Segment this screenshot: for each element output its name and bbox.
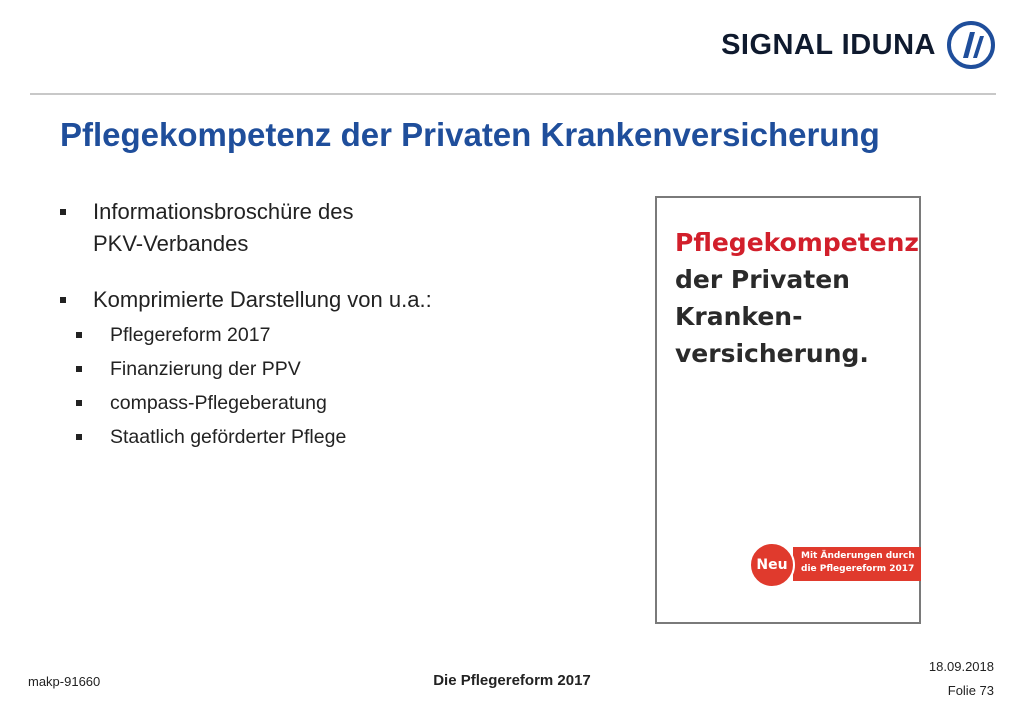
- slide-number: Folie 73: [947, 683, 994, 698]
- sub-bullet-text: Staatlich geförderter Pflege: [110, 426, 347, 448]
- badge-text-line: Mit Änderungen durch: [801, 551, 915, 561]
- footer-date: 18.09.2018: [928, 659, 994, 674]
- bullet-text-line: Informationsbroschüre des: [93, 199, 354, 224]
- slide-title: Pflegekompetenz der Privaten Krankenversicherung: [60, 116, 880, 153]
- bullet-item: [60, 284, 580, 316]
- brochure-cover-image: [655, 196, 921, 624]
- sub-bullet-item: [60, 386, 580, 420]
- bullet-list: [60, 196, 580, 454]
- bullet-item: [60, 196, 580, 260]
- brochure-title-line: Kranken-: [675, 302, 803, 331]
- sub-bullet-text: Pflegereform 2017: [110, 324, 271, 346]
- badge-text-line: die Pflegereform 2017: [801, 564, 915, 574]
- brochure-badge-band: [793, 547, 921, 581]
- sub-bullet-text: Finanzierung der PPV: [110, 358, 301, 380]
- new-badge-label: Neu: [756, 557, 788, 573]
- sub-bullet-text: compass-Pflegeberatung: [110, 392, 327, 414]
- brochure-badge-text: [801, 550, 915, 576]
- brochure-title: [675, 224, 919, 372]
- sub-bullet-item: [60, 420, 580, 454]
- footer-title: Die Pflegereform 2017: [433, 672, 591, 689]
- brochure-title-line: versicherung.: [675, 339, 869, 368]
- logo-text: SIGNAL IDUNA: [721, 28, 936, 61]
- bullet-square-icon: [76, 400, 82, 406]
- bullet-square-icon: [60, 297, 66, 303]
- footer-code: makp-91660: [28, 674, 101, 689]
- bullet-square-icon: [60, 209, 66, 215]
- bullet-text-line: PKV-Verbandes: [93, 231, 249, 256]
- bullet-square-icon: [76, 434, 82, 440]
- bullet-text-line: Komprimierte Darstellung von u.a.:: [93, 287, 432, 312]
- new-badge: [749, 542, 795, 588]
- sub-bullet-list: [60, 318, 580, 454]
- signal-iduna-logo-icon: [946, 20, 996, 70]
- sub-bullet-item: [60, 318, 580, 352]
- sub-bullet-item: [60, 352, 580, 386]
- bullet-square-icon: [76, 366, 82, 372]
- brochure-title-line: Pflegekompetenz: [675, 228, 919, 257]
- bullet-square-icon: [76, 332, 82, 338]
- brochure-title-line: der Privaten: [675, 265, 850, 294]
- header-divider: [30, 93, 996, 95]
- brand-logo: [721, 20, 996, 70]
